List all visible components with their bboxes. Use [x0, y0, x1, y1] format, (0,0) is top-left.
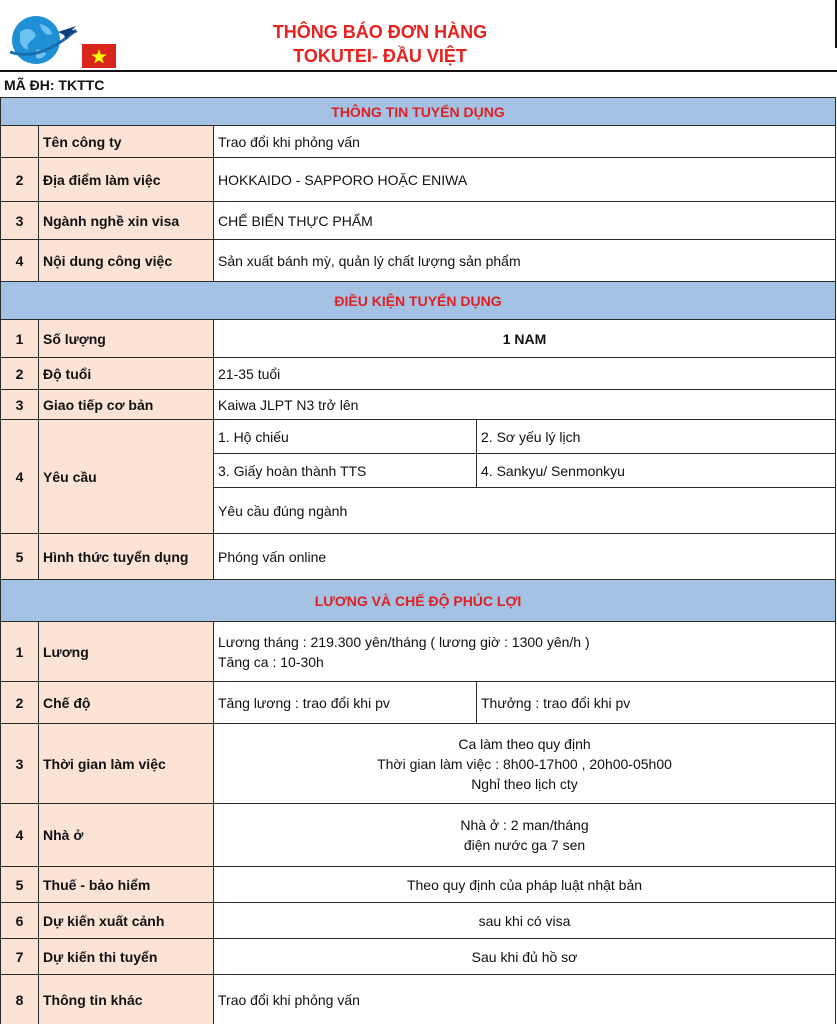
row-hours [1, 724, 836, 804]
row-value: CHẾ BIẾN THỰC PHẨM [214, 202, 836, 240]
salary-line: Lương tháng : 219.300 yên/tháng ( lương giờ : 1300 yên/h ) [218, 633, 590, 650]
row-value: Trao đổi khi phỏng vấn [214, 126, 836, 158]
demand-note: Yêu cầu đúng ngành [214, 488, 836, 534]
vietnam-flag-icon [82, 44, 116, 68]
row-value: Trao đổi khi phỏng vấn [214, 975, 836, 1024]
section-title: ĐIỀU KIỆN TUYỂN DỤNG [1, 282, 836, 320]
row-label: Nhà ở [39, 804, 214, 867]
row-number: 5 [1, 867, 39, 903]
row-label: Hình thức tuyển dụng [39, 534, 214, 580]
utilities-line: điện nước ga 7 sen [463, 837, 586, 853]
header [0, 0, 837, 70]
title-line-2: TOKUTEI- ĐẦU VIỆT [293, 46, 467, 66]
row-policy [1, 682, 836, 724]
doc-item: 2. Sơ yếu lý lịch [477, 420, 836, 454]
row-number: 4 [1, 240, 39, 282]
dayoff-line: Nghỉ theo lịch cty [471, 775, 578, 792]
row-number: 2 [1, 682, 39, 724]
row-number: 3 [1, 390, 39, 420]
section-recruitment-info [1, 98, 836, 126]
row-number: 5 [1, 534, 39, 580]
row-housing [1, 804, 836, 867]
order-code: MÃ ĐH: TKTTC [0, 70, 837, 97]
bonus-value: Thưởng : trao đổi khi pv [477, 682, 836, 724]
row-label: Ngành nghề xin visa [39, 202, 214, 240]
row-number: 8 [1, 975, 39, 1024]
row-company [1, 126, 836, 158]
row-value [214, 724, 836, 804]
row-exam [1, 939, 836, 975]
section-salary-benefits [1, 580, 836, 622]
hours-line: Thời gian làm việc : 8h00-17h00 , 20h00-05h00 [377, 755, 672, 772]
job-order-table [0, 97, 836, 1024]
row-value: Sản xuất bánh mỳ, quản lý chất lượng sản phẩm [214, 240, 836, 282]
row-value: Sau khi đủ hồ sơ [214, 939, 836, 975]
row-value: 1 NAM [214, 320, 836, 358]
row-label: Giao tiếp cơ bản [39, 390, 214, 420]
row-number: 6 [1, 903, 39, 939]
row-other [1, 975, 836, 1024]
row-value [214, 804, 836, 867]
section-requirements [1, 282, 836, 320]
row-label: Thông tin khác [39, 975, 214, 1024]
raise-value: Tăng lương : trao đổi khi pv [214, 682, 477, 724]
title-line-1: THÔNG BÁO ĐƠN HÀNG [272, 22, 488, 42]
row-label: Dự kiến thi tuyển [39, 939, 214, 975]
doc-item: 1. Hộ chiếu [214, 420, 477, 454]
row-number: 4 [1, 804, 39, 867]
row-number: 3 [1, 202, 39, 240]
housing-line: Nhà ở : 2 man/tháng [460, 817, 589, 833]
row-number: 2 [1, 358, 39, 390]
row-label: Số lượng [39, 320, 214, 358]
row-number: 1 [1, 622, 39, 682]
row-age [1, 358, 836, 390]
row-number: 2 [1, 158, 39, 202]
row-quantity [1, 320, 836, 358]
row-language [1, 390, 836, 420]
section-title: LƯƠNG VÀ CHẾ ĐỘ PHÚC LỢI [1, 580, 836, 622]
row-value [214, 622, 836, 682]
row-label: Yêu cầu [39, 420, 214, 534]
row-label: Địa điểm làm việc [39, 158, 214, 202]
row-label: Thời gian làm việc [39, 724, 214, 804]
row-location [1, 158, 836, 202]
row-label: Nội dung công việc [39, 240, 214, 282]
row-number: 4 [1, 420, 39, 534]
row-salary [1, 622, 836, 682]
globe-airplane-icon [6, 10, 80, 66]
row-label: Độ tuổi [39, 358, 214, 390]
doc-item: 4. Sankyu/ Senmonkyu [477, 454, 836, 488]
section-title: THÔNG TIN TUYỂN DỤNG [1, 98, 836, 126]
row-label: Lương [39, 622, 214, 682]
row-label: Dự kiến xuất cảnh [39, 903, 214, 939]
row-method [1, 534, 836, 580]
row-value: HOKKAIDO - SAPPORO HOẶC ENIWA [214, 158, 836, 202]
shift-line: Ca làm theo quy định [458, 735, 591, 752]
row-value: Kaiwa JLPT N3 trở lên [214, 390, 836, 420]
row-job [1, 240, 836, 282]
row-number: 7 [1, 939, 39, 975]
row-label: Chế độ [39, 682, 214, 724]
row-departure [1, 903, 836, 939]
row-value: Phóng vấn online [214, 534, 836, 580]
row-value: 21-35 tuổi [214, 358, 836, 390]
overtime-line: Tăng ca : 10-30h [218, 653, 324, 670]
row-number: 3 [1, 724, 39, 804]
row-label: Thuế - bảo hiểm [39, 867, 214, 903]
row-value: sau khi có visa [214, 903, 836, 939]
row-tax [1, 867, 836, 903]
doc-item: 3. Giấy hoàn thành TTS [214, 454, 477, 488]
row-value: Theo quy định của pháp luật nhật bản [214, 867, 836, 903]
row-label: Tên công ty [39, 126, 214, 158]
row-number: 1 [1, 320, 39, 358]
row-number [1, 126, 39, 158]
row-visa [1, 202, 836, 240]
row-demands [1, 420, 836, 454]
